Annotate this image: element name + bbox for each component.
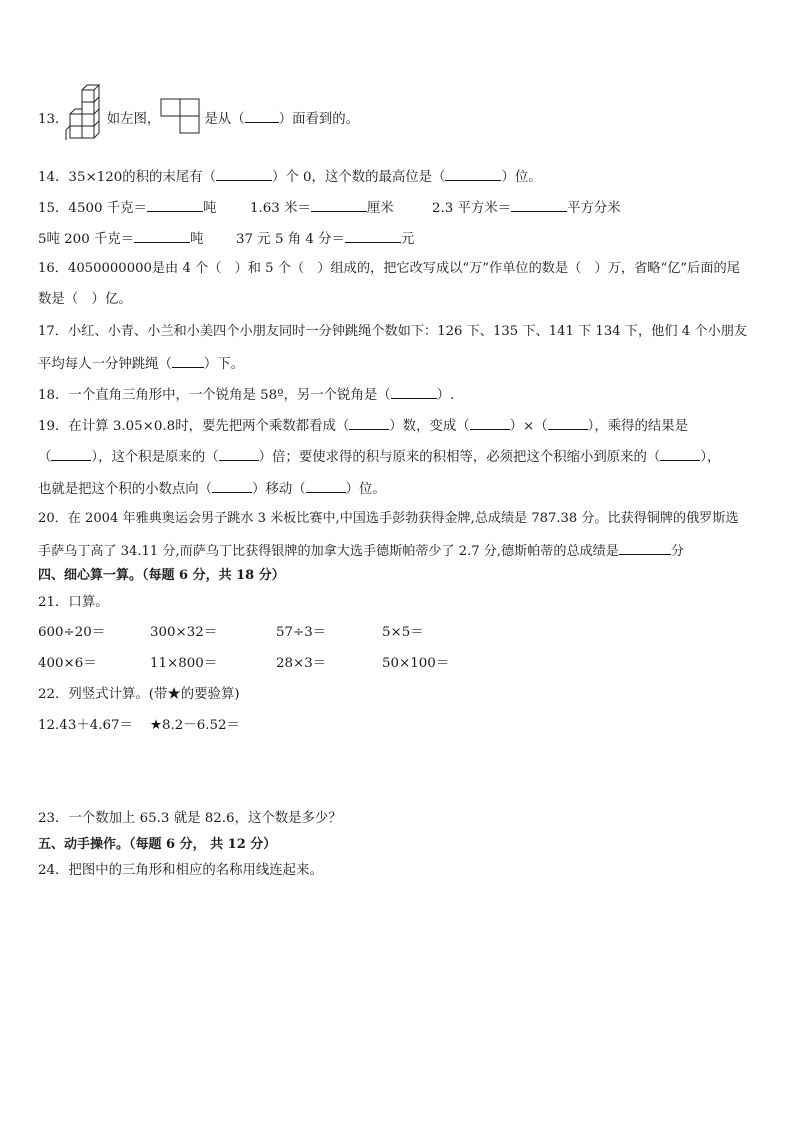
oral-calc-item: 57÷3＝ [276,625,327,640]
vertical-calc-item: ★8.2－6.52＝ [150,718,240,733]
vertical-calc-item: 12.43＋4.67＝ [38,718,133,733]
question-19-line-3: 也就是把这个积的小数点向（ ）移动（ ）位。 [38,478,764,500]
answer-blank [245,108,279,123]
question-14: 14．35×120的积的末尾有（ ）个 0，这个数的最高位是（ ）位。 [38,166,764,188]
answer-blank [311,197,367,212]
question-23: 23．一个数加上 65.3 就是 82.6，这个数是多少？ [38,811,342,826]
worksheet-page: 13． 如左图， 是从（ ）面看到的。 14．35×120的积的末尾有（ ）个 0，这个数的最高位是（ ）位。 15．4500 千克＝ 吨 1.63 米＝ 厘米 2.3 平方米＝ 平方分米 5吨 200 千克＝ 吨 37 元 5 角 4 分＝ 元 16．4050000000是由 4 个（ ）和 5 个（ ）组成的，把它改写成以“万”作单位的数是（ ）万，省略“亿”后面的尾 数是（ ）亿。 17．小红、小青、小兰和小美四个小朋友同时一分钟跳绳个数如下：126 下、135 下、141 下 134 下，他们 4 个小朋友 平均每人一分钟跳绳（ ）下。 18．一个直角三角形中，一个锐角是 58º，另一个锐角是（ ）. 19．在计算 3.05×0.8时，要先把两个乘数都看成（ ）数，变成（ ）×（ ），乘得的结果是 （ ），这个积是原来的（ ）倍；要使求得的积与原来的积相等，必须把这个积缩小到原来的（ ）， 也就是把这个积的小数点向（ ）移动（ ）位。 20．在 2004 年雅典奥运会男子跳水 3 米板比赛中,中国选手彭勃获得金牌,总成绩是 787.38 分。比获得铜牌的俄罗斯选 手萨乌丁高了 34.11 分,而萨乌丁比获得银牌的加拿大选手德斯帕蒂少了 2.7 分,德斯帕蒂的总成绩是 分 四、细心算一算。（每题 6 分，共 18 分） 21．口算。 600÷20＝ 300×32＝ 57÷3＝ 5×5＝ 400×6＝ 11×800＝ 28×3＝ 50×100＝ 22．列竖式计算。(带★的要验算) 12.43＋4.67＝ ★8.2－6.52＝ 23．一个数加上 65.3 就是 82.6，这个数是多少？ 五、动手操作。（每题 6 分， 共 12 分） 24．把图中的三角形和相应的名称用线连起来。 [0,0,794,1123]
question-17-line-1: 17．小红、小青、小兰和小美四个小朋友同时一分钟跳绳个数如下：126 下、135 下、141 下 134 下，他们 4 个小朋友 [38,324,748,339]
question-17-line-2: 平均每人一分钟跳绳（ ）下。 [38,353,764,375]
answer-blank [134,228,190,243]
answer-blank [391,384,437,399]
oral-calc-item: 600÷20＝ [38,625,106,640]
answer-blank [216,166,272,181]
answer-blank [51,446,91,461]
question-19-line-2: （ ），这个积是原来的（ ）倍；要使求得的积与原来的积相等，必须把这个积缩小到原来的（ ）， [38,446,764,468]
answer-blank [349,415,389,430]
answer-blank [345,228,401,243]
section-5-heading: 五、动手操作。（每题 6 分， 共 12 分） [38,837,277,852]
question-24: 24．把图中的三角形和相应的名称用线连起来。 [38,863,323,878]
question-21-title: 21．口算。 [38,595,109,610]
oral-calc-item: 28×3＝ [276,656,327,671]
answer-blank [470,415,510,430]
view-shape-icon [160,98,200,134]
answer-blank [445,166,501,181]
question-19-line-1: 19．在计算 3.05×0.8时，要先把两个乘数都看成（ ）数，变成（ ）×（ ），乘得的结果是 [38,415,764,437]
question-16-line-2: 数是（ ）亿。 [38,292,132,307]
oral-calc-item: 300×32＝ [150,625,218,640]
oral-calc-item: 400×6＝ [38,656,97,671]
answer-blank [172,353,204,368]
answer-blank [660,446,700,461]
oral-calc-item: 50×100＝ [382,656,450,671]
question-18: 18．一个直角三角形中，一个锐角是 58º，另一个锐角是（ ）. [38,384,764,406]
answer-blank [619,540,671,555]
answer-blank [306,478,346,493]
question-13: 13． 如左图， 是从（ ）面看到的。 [38,108,764,130]
answer-blank [219,446,259,461]
question-16-line-1: 16．4050000000是由 4 个（ ）和 5 个（ ）组成的，把它改写成以“万”作单位的数是（ ）万，省略“亿”后面的尾 [38,261,740,276]
oral-calc-item: 5×5＝ [382,625,424,640]
question-20-line-2: 手萨乌丁高了 34.11 分,而萨乌丁比获得银牌的加拿大选手德斯帕蒂少了 2.7 分,德斯帕蒂的总成绩是 分 [38,540,764,562]
answer-blank [548,415,588,430]
answer-blank [511,197,567,212]
answer-blank [147,197,203,212]
section-4-heading: 四、细心算一算。（每题 6 分，共 18 分） [38,568,285,583]
cube-stack-icon [62,84,108,140]
answer-blank [212,478,252,493]
question-20-line-1: 20．在 2004 年雅典奥运会男子跳水 3 米板比赛中,中国选手彭勃获得金牌,总成绩是 787.38 分。比获得铜牌的俄罗斯选 [38,511,739,526]
oral-calc-item: 11×800＝ [150,656,218,671]
question-22-title: 22．列竖式计算。(带★的要验算) [38,687,240,702]
